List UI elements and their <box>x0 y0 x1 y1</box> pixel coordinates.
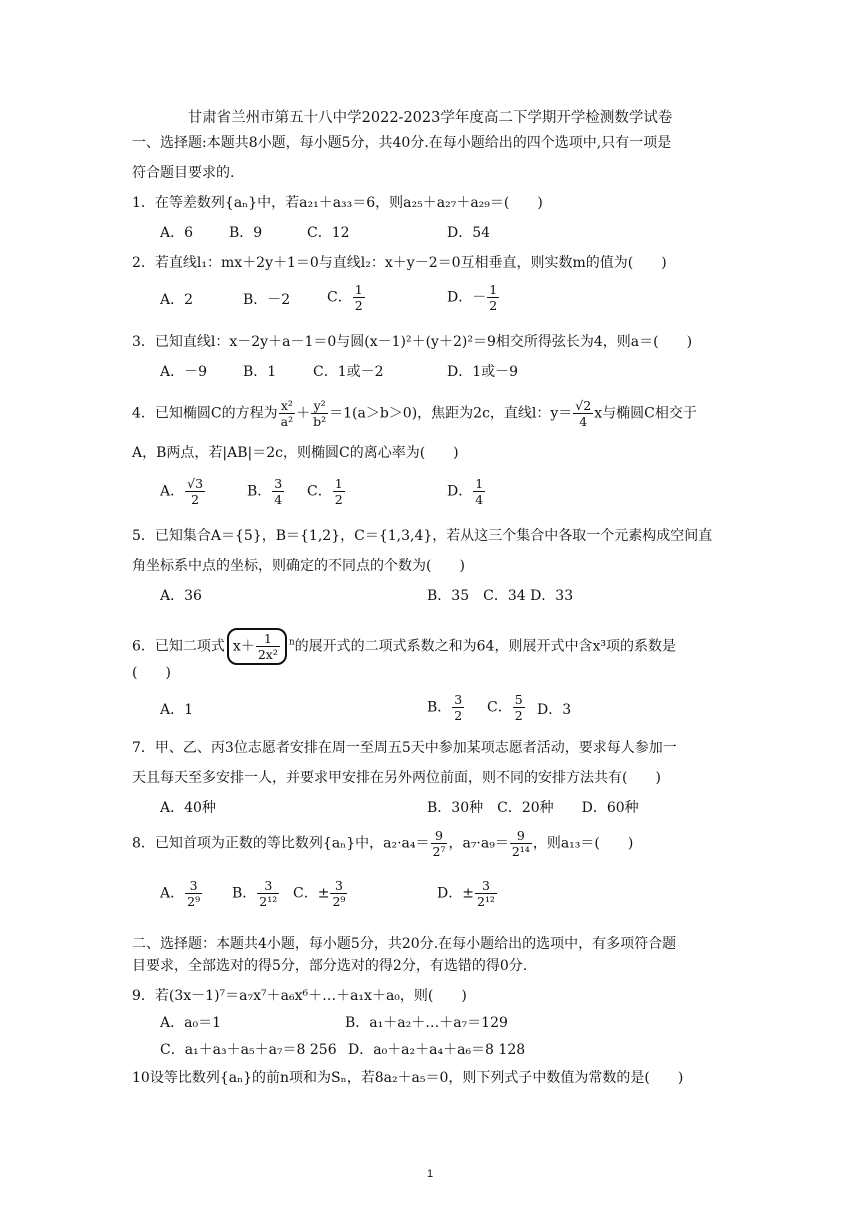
q8-fraction-1 <box>431 828 448 859</box>
q6-option-c <box>487 692 526 723</box>
q8-option-a-fraction <box>185 878 202 909</box>
q6-b-numerator: 3 <box>454 692 463 707</box>
q6-stem-line2: ( ) <box>132 665 171 681</box>
q4-option-b-label: B． <box>247 483 272 500</box>
q8-option-b-label: B． <box>232 885 257 902</box>
q6-option-d: D．3 <box>537 702 572 718</box>
q2-option-d-label: D．－ <box>447 289 487 306</box>
q8-option-d-fraction <box>475 878 497 909</box>
q6-option-a: A．1 <box>160 702 194 718</box>
q8-option-a <box>160 878 203 909</box>
q8-option-c-label: C．± <box>293 885 330 902</box>
q8-f2-numerator: 9 <box>510 828 532 844</box>
q10-stem: 10设等比数列{aₙ}的前n项和为Sₙ，若8a₂＋a₅＝0，则下列式子中数值为常数的是( ) <box>132 1070 684 1086</box>
q4-fraction-y <box>311 398 328 429</box>
q4-text-3: x与椭圆C相交于 <box>594 405 697 422</box>
q6-option-c-fraction <box>513 692 525 723</box>
q4-b-denominator: 4 <box>274 492 283 507</box>
q6-option-b-label: B． <box>427 699 452 716</box>
q6-b-denominator: 2 <box>454 708 463 723</box>
q8-option-d <box>437 878 498 909</box>
q4-a-numerator: √3 <box>187 476 204 491</box>
q8-fraction-2 <box>510 828 532 859</box>
q2-stem: 2．若直线l₁：mx＋2y＋1＝0与直线l₂：x＋y－2＝0互相垂直，则实数m的值为( ) <box>132 255 667 271</box>
q6-binomial-denominator: 2x² <box>257 647 278 662</box>
q8-option-c <box>293 878 348 909</box>
q4-a-denominator: 2 <box>191 492 200 507</box>
q6-option-c-label: C． <box>487 699 512 716</box>
q4-d-numerator: 1 <box>475 476 484 491</box>
q4-plus: ＋ <box>296 405 311 422</box>
page-number: 1 <box>426 1168 434 1180</box>
q6-binomial <box>227 628 287 665</box>
q4-option-a <box>160 476 206 507</box>
q4-c-numerator: 1 <box>334 476 343 491</box>
q7-stem-line2: 天且每天至多安排一人，并要求甲安排在另外两位前面，则不同的安排方法共有( ) <box>132 770 661 786</box>
q8-f2-denominator: 2¹⁴ <box>511 844 530 859</box>
q4-c-denominator: 2 <box>334 492 343 507</box>
q4-x-numerator: x² <box>279 398 295 414</box>
q2-option-c <box>327 282 366 313</box>
q3-option-a: A．－9 <box>160 364 208 380</box>
q8-a-denominator: 2⁹ <box>187 894 201 909</box>
q8-f1-denominator: 2⁷ <box>432 844 446 859</box>
section1-heading-line1: 一、选择题:本题共8小题，每小题5分，共40分.在每小题给出的四个选项中,只有一项是 <box>132 135 672 151</box>
q1-option-a: A．6 <box>160 225 194 241</box>
q8-option-b <box>232 878 280 909</box>
q6-stem-line1 <box>132 628 676 665</box>
q4-slope-numerator: √2 <box>575 398 592 413</box>
q5-stem-line1: 5．已知集合A＝{5}，B＝{1,2}，C＝{1,3,4}，若从这三个集合中各取一个元素构成空间直 <box>132 528 713 544</box>
q6-binomial-fraction <box>256 631 280 662</box>
q3-stem: 3．已知直线l：x－2y＋a－1＝0与圆(x－1)²＋(y＋2)²＝9相交所得弦长为4，则a＝( ) <box>132 334 693 350</box>
exam-title: 甘肃省兰州市第五十八中学2022-2023学年度高二下学期开学检测数学试卷 <box>187 110 673 126</box>
q1-stem: 1．在等差数列{aₙ}中，若a₂₁＋a₃₃＝6，则a₂₅＋a₂₇＋a₂₉＝( ) <box>132 195 543 211</box>
q6-text-2: 的展开式的二项式系数之和为64，则展开式中含x³项的系数是 <box>294 638 676 655</box>
q4-slope-denominator: 4 <box>579 414 588 429</box>
q8-text-3: ，则a₁₃＝( ) <box>532 835 634 852</box>
q8-f1-numerator: 9 <box>431 828 448 844</box>
q4-fraction-x <box>279 398 295 429</box>
q4-option-c-label: C． <box>307 483 332 500</box>
q6-exponent: n <box>288 637 295 648</box>
q4-stem-line2: A，B两点，若|AB|＝2c，则椭圆C的离心率为( ) <box>132 445 459 461</box>
q8-stem <box>132 828 633 859</box>
q9-option-c: C．a₁＋a₃＋a₅＋a₇＝8 256 <box>160 1042 337 1058</box>
q2-d-numerator: 1 <box>489 282 498 297</box>
q5-stem-line2: 角坐标系中点的坐标，则确定的不同点的个数为( ) <box>132 558 465 574</box>
q9-option-a: A．a₀＝1 <box>160 1015 221 1031</box>
q4-text-1: 4．已知椭圆C的方程为 <box>132 405 278 422</box>
q8-d-numerator: 3 <box>475 878 497 894</box>
q4-option-d <box>447 476 486 507</box>
q5-options-bcd: B．35 C．34 D．33 <box>427 588 574 604</box>
q2-option-d <box>447 282 500 313</box>
q7-stem-line1: 7．甲、乙、丙3位志愿者安排在周一至周五5天中参加某项志愿者活动，要求每人参加一 <box>132 740 677 756</box>
q8-c-denominator: 2⁹ <box>332 894 346 909</box>
q4-d-denominator: 4 <box>475 492 484 507</box>
q4-option-b-fraction <box>272 476 284 507</box>
q2-c-numerator: 1 <box>354 282 363 297</box>
q6-c-denominator: 2 <box>514 708 523 723</box>
q6-option-b-fraction <box>452 692 464 723</box>
q9-stem: 9．若(3x－1)⁷＝a₇x⁷＋a₆x⁶＋…＋a₁x＋a₀，则( ) <box>132 988 467 1004</box>
q8-c-numerator: 3 <box>330 878 347 894</box>
q4-option-a-label: A． <box>160 483 185 500</box>
q4-x-denominator: a² <box>280 414 294 429</box>
section2-heading-line2: 目要求，全部选对的得5分，部分选对的得2分，有选错的得0分. <box>132 958 528 974</box>
q1-option-c: C．12 <box>307 225 350 241</box>
q3-option-d: D．1或－9 <box>447 364 519 380</box>
q7-option-a: A．40种 <box>160 800 216 816</box>
q6-c-numerator: 5 <box>514 692 523 707</box>
section1-heading-line2: 符合题目要求的. <box>132 165 235 181</box>
q4-option-c <box>307 476 346 507</box>
q4-option-d-label: D． <box>447 483 473 500</box>
q9-option-b: B．a₁＋a₂＋…＋a₇＝129 <box>345 1015 508 1031</box>
q4-y-numerator: y² <box>311 398 328 414</box>
q8-b-denominator: 2¹² <box>259 894 278 909</box>
q7-options-bcd: B．30种 C．20种 D．60种 <box>427 800 639 816</box>
q4-b-numerator: 3 <box>274 476 283 491</box>
q8-option-d-label: D．± <box>437 885 474 902</box>
q4-option-a-fraction <box>185 476 205 507</box>
q4-stem-line1 <box>132 398 697 429</box>
q4-fraction-slope <box>573 398 593 429</box>
q8-a-numerator: 3 <box>185 878 202 894</box>
q6-option-b <box>427 692 465 723</box>
q2-d-denominator: 2 <box>489 298 498 313</box>
q1-option-d: D．54 <box>447 225 491 241</box>
q2-option-b: B．－2 <box>243 292 291 308</box>
q4-option-d-fraction <box>473 476 485 507</box>
q6-text-1: 6．已知二项式 <box>132 638 225 655</box>
section2-heading-line1: 二、选择题：本题共4小题，每小题5分，共20分.在每小题给出的选项中，有多项符合题 <box>132 936 677 952</box>
q1-option-b: B．9 <box>229 225 263 241</box>
q2-option-d-fraction <box>487 282 499 313</box>
q8-d-denominator: 2¹² <box>476 894 495 909</box>
q8-b-numerator: 3 <box>257 878 279 894</box>
q4-y-denominator: b² <box>313 414 327 429</box>
q2-option-c-label: C． <box>327 289 352 306</box>
q2-c-denominator: 2 <box>354 298 363 313</box>
q3-option-c: C．1或－2 <box>313 364 384 380</box>
q4-option-c-fraction <box>333 476 345 507</box>
q4-text-2: ＝1(a＞b＞0)，焦距为2c，直线l：y＝ <box>329 405 573 422</box>
q9-option-d: D．a₀＋a₂＋a₄＋a₆＝8 128 <box>348 1042 526 1058</box>
q2-option-a: A．2 <box>160 292 194 308</box>
q6-binomial-x: x＋ <box>232 638 255 655</box>
q3-option-b: B．1 <box>243 364 277 380</box>
q8-option-b-fraction <box>257 878 279 909</box>
q6-binomial-numerator: 1 <box>256 631 280 647</box>
q8-option-a-label: A． <box>160 885 185 902</box>
q2-option-c-fraction <box>353 282 365 313</box>
q8-option-c-fraction <box>330 878 347 909</box>
q4-option-b <box>247 476 285 507</box>
q8-text-1: 8．已知首项为正数的等比数列{aₙ}中，a₂·a₄＝ <box>132 835 430 852</box>
q5-option-a: A．36 <box>160 588 202 604</box>
q8-text-2: ，a₇·a₉＝ <box>448 835 509 852</box>
